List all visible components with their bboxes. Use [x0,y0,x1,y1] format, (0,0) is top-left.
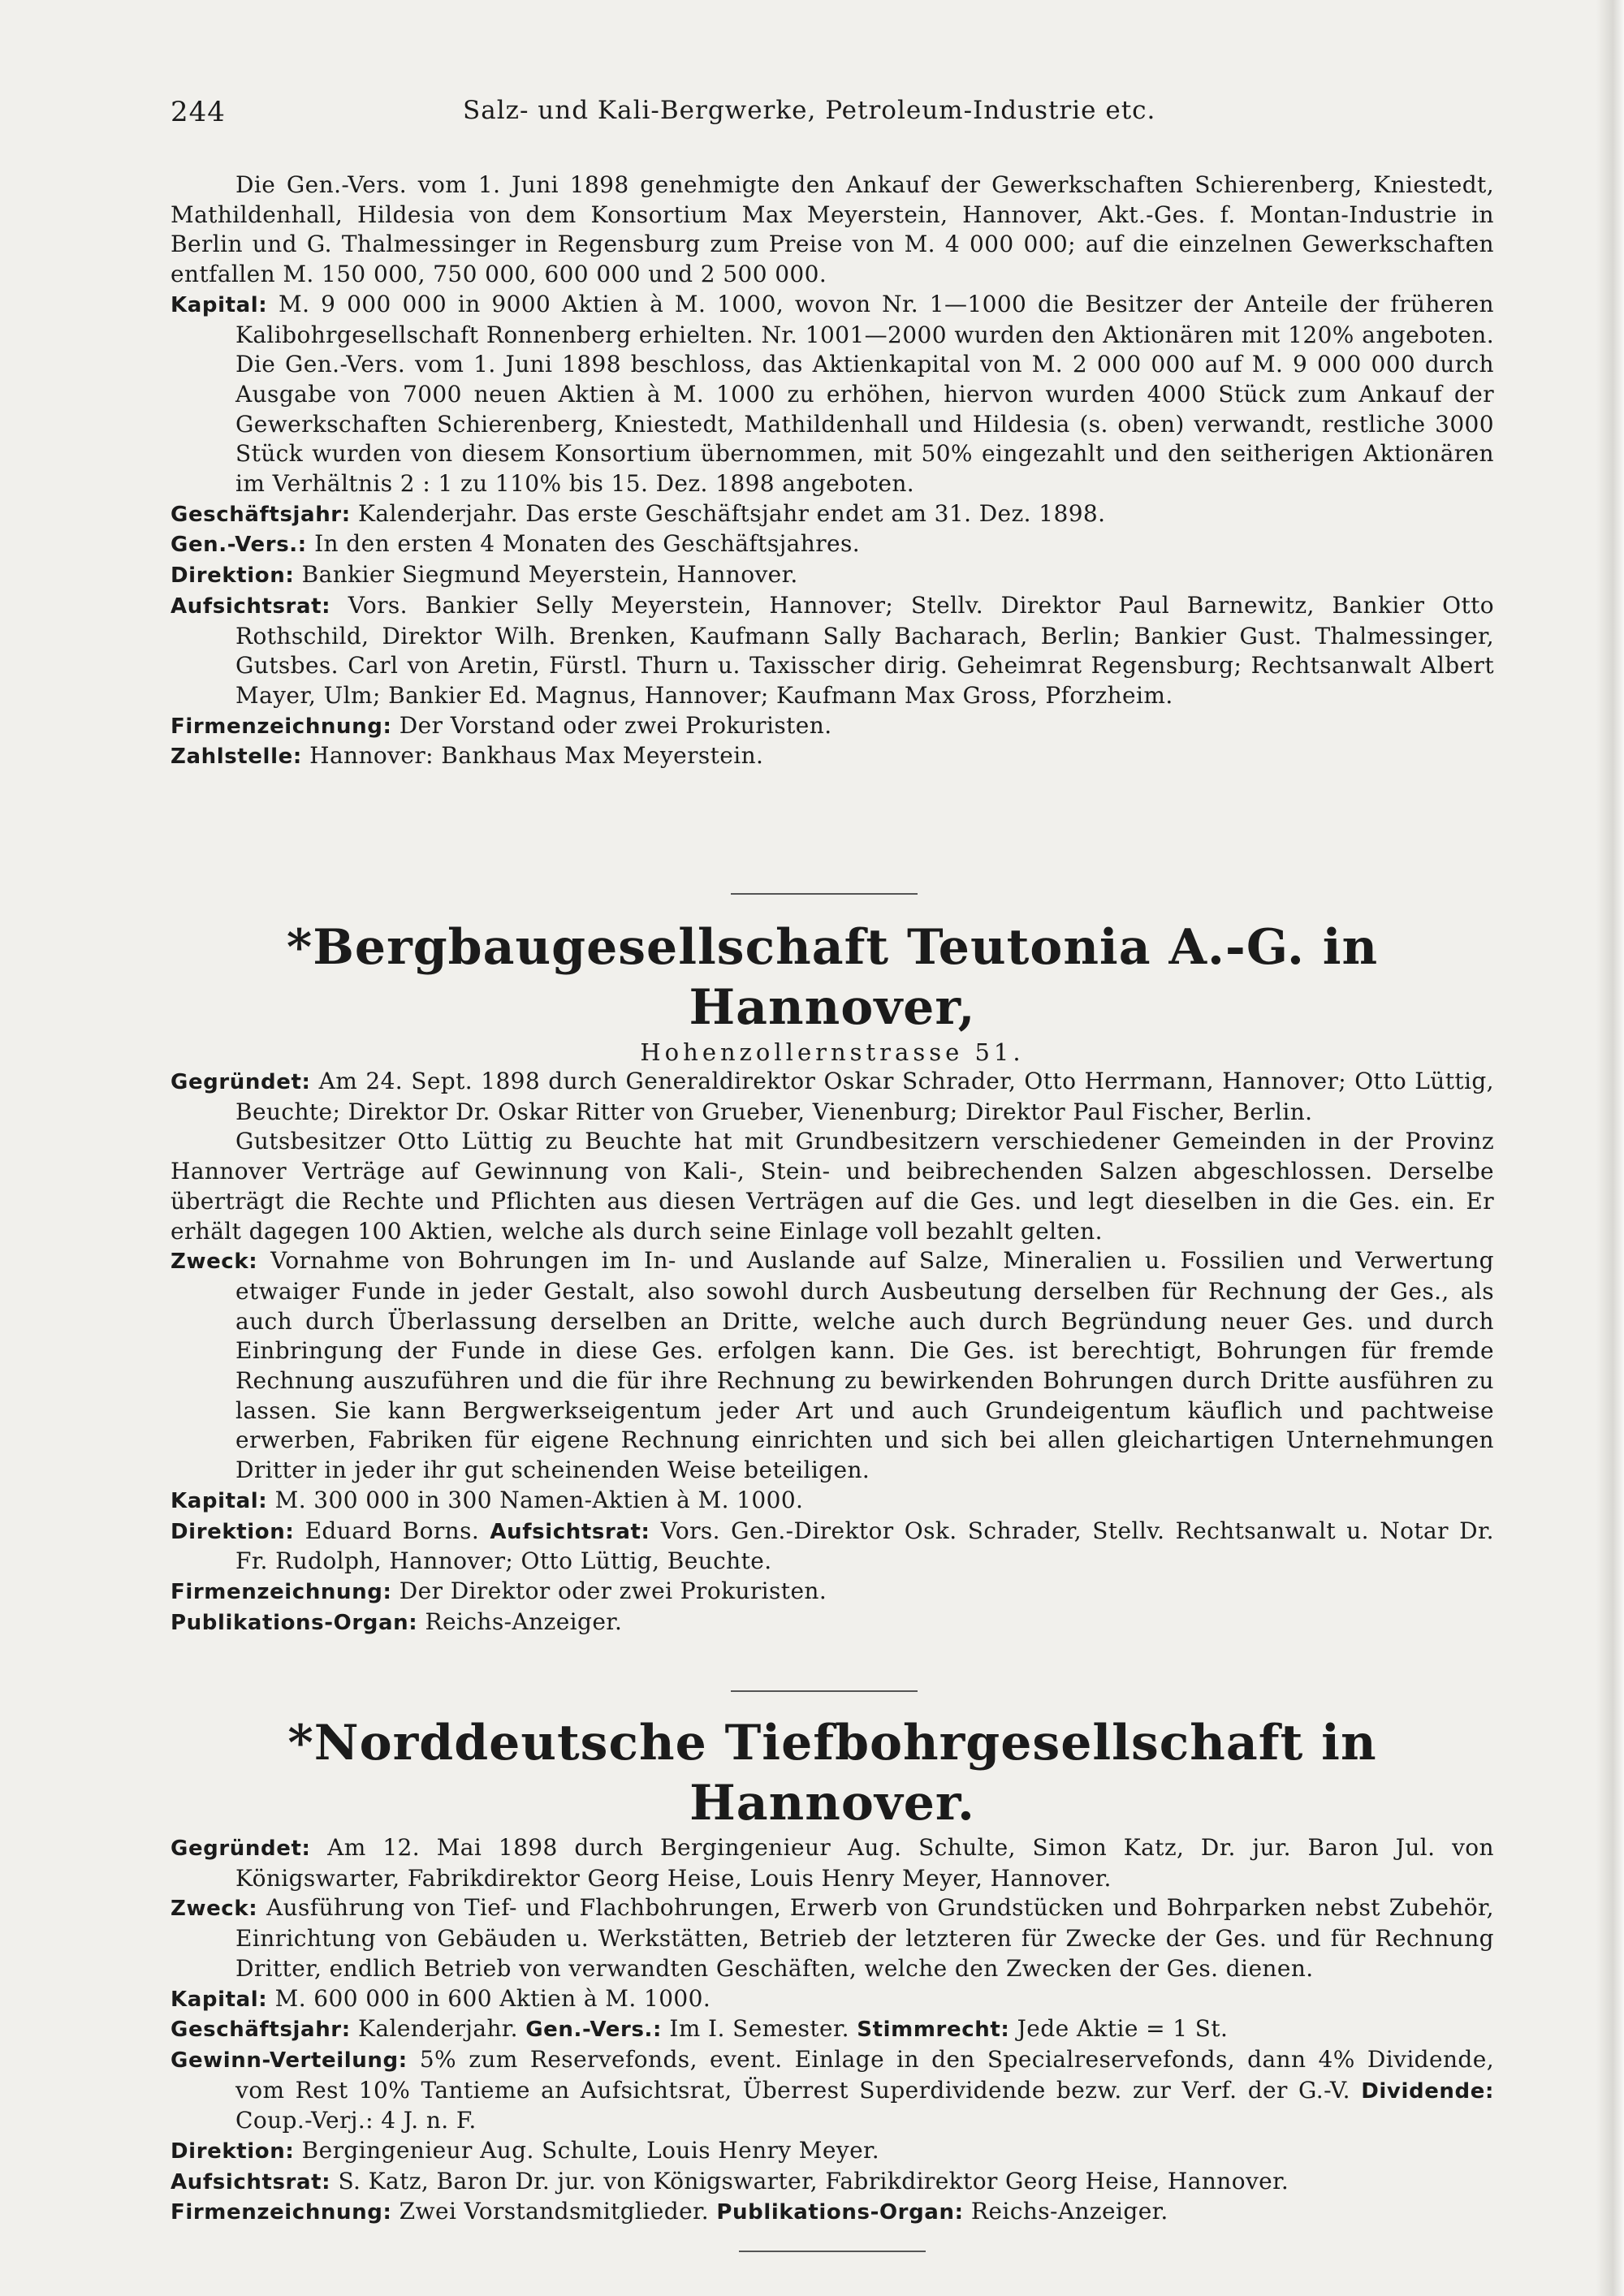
text-firmenzeichnung: Der Direktor oder zwei Prokuristen. [399,1577,827,1604]
text-stimmrecht: Jede Aktie = 1 St. [1017,2015,1229,2043]
section-kali-continued [171,170,1494,772]
text-firmenzeichnung: Zwei Vorstandsmitglieder. [399,2198,710,2225]
text-zahlstelle: Hannover: Bankhaus Max Meyerstein. [309,742,764,770]
company-address: Hohenzollernstrasse 51. [640,1038,1025,1066]
text-zweck: Ausführung von Tief- und Flachbohrungen, Erwerb von Grundstücken und Bohrparken nebst Zubehör, Einrichtung von Gebäuden u. Werkstätten, Betrieb der letzteren für Zwecke der Ges. und für Rechnung Dritter, endlich Betrieb von verwandten Geschäften, welche den Zwecken der Ges. dienen. [235,1894,1494,1982]
label-firmenzeichnung: Firmenzeichnung: [171,714,392,739]
page-number: 244 [171,96,226,128]
label-aufsichtsrat: Aufsichtsrat: [171,2169,331,2195]
label-zahlstelle: Zahlstelle: [171,744,302,770]
entry-publikation [171,1608,1494,1638]
label-zweck: Zweck: [171,1249,258,1275]
entry-direktion [171,560,1494,591]
text-direktion: Bergingenieur Aug. Schulte, Louis Henry Meyer. [301,2137,880,2164]
label-gegruendet: Gegründet: [171,1836,311,1861]
text-direktion: Bankier Siegmund Meyerstein, Hannover. [301,561,798,589]
label-gewinn: Gewinn-Verteilung: [171,2048,408,2073]
section-divider-2 [731,1690,918,1692]
entry-direktion-aufsichtsrat [171,1517,1494,1577]
entry-gegruendet [171,1067,1494,1127]
entry-gewinn-verteilung [171,2045,1494,2136]
text-publikation: Reichs-Anzeiger. [425,1608,623,1635]
company-title-norddeutsche: *Norddeutsche Tiefbohrgesellschaft in Hannover. [287,1715,1377,1832]
entry-zweck [171,1246,1494,1486]
intro-paragraph: Die Gen.-Vers. vom 1. Juni 1898 genehmigte den Ankauf der Gewerkschaften Schierenberg, Kniestedt, Mathildenhall, Hildesia von dem Konsortium Max Meyerstein, Hannover, Akt.-Ges. f. Montan-Industrie in Berlin und G. Thalmessinger in Regensburg zum Preise von M. 4 000 000; auf die einzelnen Gewerkschaften entfallen M. 150 000, 750 000, 600 000 und 2 500 000. [171,171,1494,288]
text-geschaeftsjahr: Kalenderjahr. Das erste Geschäftsjahr endet am 31. Dez. 1898. [358,499,1106,527]
section-teutonia [171,917,1494,1638]
label-kapital: Kapital: [171,1987,268,2012]
text-genvers: In den ersten 4 Monaten des Geschäftsjahres. [314,530,861,558]
entry-kapital [171,290,1494,499]
label-aufsichtsrat: Aufsichtsrat: [490,1519,650,1544]
text-direktion: Eduard Borns. [304,1517,480,1544]
text-aufsichtsrat: Vors. Gen.-Direktor Osk. Schrader, Stellv. Rechtsanwalt u. Notar Dr. Fr. Rudolph, Hannover; Otto Lüttig, Beuchte. [235,1517,1494,1575]
teutonia-paragraph: Gutsbesitzer Otto Lüttig zu Beuchte hat mit Grundbesitzern verschiedener Gemeinden in der Provinz Hannover Verträge auf Gewinnung von Kali-, Stein- und beibrechenden Salzen abgeschlossen. Derselbe überträgt die Rechte und Pflichten aus diesen Verträgen auf die Ges. und legt dieselben in die Ges. ein. Er erhält dagegen 100 Aktien, welche als durch seine Einlage voll bezahlt gelten. [171,1128,1494,1245]
section-norddeutsche [171,1713,1494,2252]
label-genvers: Gen.-Vers.: [525,2018,663,2043]
label-zweck: Zweck: [171,1897,258,1922]
text-kapital: M. 600 000 in 600 Aktien à M. 1000. [274,1984,711,2012]
entry-firmenzeichnung-publikation [171,2197,1494,2228]
entry-aufsichtsrat [171,591,1494,711]
section-divider-1 [731,893,918,895]
label-publikation: Publikations-Organ: [171,1610,418,1635]
running-title: Salz- und Kali-Bergwerke, Petroleum-Industrie etc. [463,96,1156,125]
page-edge-shadow [1596,0,1624,2296]
label-aufsichtsrat: Aufsichtsrat: [171,593,331,619]
entry-direktion [171,2136,1494,2167]
text-zweck: Vornahme von Bohrungen im In- und Auslande auf Salze, Mineralien u. Fossilien und Verwertung etwaiger Funde in jeder Gestalt, also sowohl durch Ausbeutung derselben für Rechnung der Ges., als auch durch Überlassung derselben an Dritte, welche auch durch Begründung neuer Ges. und durch Einbringung der Funde in diese Ges. erfolgen kann. Die Ges. ist berechtigt, Bohrungen für fremde Rechnung auszuführen und die für ihre Rechnung zu bewirkenden Bohrungen durch Dritte ausführen zu lassen. Sie kann Bergwerkseigentum jeder Art und auch Grundeigentum käuflich und pachtweise erwerben, Fabriken für eigene Rechnung einrichten und sich bei allen gleichartigen Unternehmungen Dritter in jeder ihr gut scheinenden Weise beteiligen. [235,1247,1494,1484]
label-kapital: Kapital: [171,1488,268,1513]
entry-firmenzeichnung [171,711,1494,742]
text-gewinn: 5% zum Reservefonds, event. Einlage in den Specialreservefonds, dann 4% Dividende, vom Rest 10% Tantieme an Aufsichtsrat, Überrest Superdividende bezw. zur Verf. der G.-V. [235,2045,1494,2104]
label-geschaeftsjahr: Geschäftsjahr: [171,502,351,527]
text-gegruendet: Am 24. Sept. 1898 durch Generaldirektor Oskar Schrader, Otto Herrmann, Hannover; Otto Lüttig, Beuchte; Direktor Dr. Oskar Ritter von Grueber, Vienenburg; Direktor Paul Fischer, Berlin. [235,1068,1494,1125]
entry-geschaeftsjahr [171,499,1494,530]
label-publikation: Publikations-Organ: [716,2200,964,2225]
entry-zahlstelle [171,741,1494,772]
label-dividende: Dividende: [1361,2078,1494,2104]
entry-geschaeftsjahr-genvers-stimmrecht [171,2014,1494,2045]
entry-firmenzeichnung [171,1577,1494,1608]
label-direktion: Direktion: [171,2139,295,2164]
text-kapital: M. 9 000 000 in 9000 Aktien à M. 1000, wovon Nr. 1—1000 die Besitzer der Anteile der früheren Kalibohrgesellschaft Ronnenberg erhielten. Nr. 1001—2000 wurden den Aktionären mit 120% angeboten. Die Gen.-Vers. vom 1. Juni 1898 beschloss, das Aktienkapital von M. 2 000 000 auf M. 9 000 000 durch Ausgabe von 7000 neuen Aktien à M. 1000 zu erhöhen, hiervon wurden 4000 Stück zum Ankauf der Gewerkschaften Schierenberg, Kniestedt, Mathildenhall und Hildesia (s. oben) verwandt, restliche 3000 Stück wurden von diesem Konsortium übernommen, mit 50% eingezahlt und den seitherigen Aktionären im Verhältnis 2 : 1 zu 110% bis 15. Dez. 1898 angeboten. [235,290,1494,498]
entry-kapital [171,1984,1494,2015]
label-firmenzeichnung: Firmenzeichnung: [171,2200,392,2225]
text-gegruendet: Am 12. Mai 1898 durch Bergingenieur Aug. Schulte, Simon Katz, Dr. jur. Baron Jul. von Königswarter, Fabrikdirektor Georg Heise, Louis Henry Meyer, Hannover. [235,1834,1494,1892]
text-aufsichtsrat: S. Katz, Baron Dr. jur. von Königswarter, Fabrikdirektor Georg Heise, Hannover. [338,2167,1289,2195]
text-kapital: M. 300 000 in 300 Namen-Aktien à M. 1000. [274,1486,804,1513]
label-kapital: Kapital: [171,292,268,317]
label-genvers: Gen.-Vers.: [171,533,307,558]
text-firmenzeichnung: Der Vorstand oder zwei Prokuristen. [399,711,832,739]
label-stimmrecht: Stimmrecht: [857,2018,1010,2043]
text-geschaeftsjahr: Kalenderjahr. [358,2015,518,2043]
entry-aufsichtsrat [171,2167,1494,2198]
entry-zweck [171,1893,1494,1983]
entry-kapital [171,1486,1494,1517]
label-direktion: Direktion: [171,1519,295,1544]
text-aufsichtsrat: Vors. Bankier Selly Meyerstein, Hannover; Stellv. Direktor Paul Barnewitz, Bankier Otto Rothschild, Direktor Wilh. Brenken, Kaufmann Sally Bacharach, Berlin; Bankier Gust. Thalmessinger, Gutsbes. Carl von Aretin, Fürstl. Thurn u. Taxisscher dirig. Geheimrat Regensburg; Rechtsanwalt Albert Mayer, Ulm; Bankier Ed. Magnus, Hannover; Kaufmann Max Gross, Pforzheim. [235,591,1495,709]
entry-gegruendet [171,1833,1494,1893]
page-header [171,96,1494,136]
text-genvers: Im I. Semester. [669,2015,849,2043]
text-publikation: Reichs-Anzeiger. [970,2198,1168,2225]
label-firmenzeichnung: Firmenzeichnung: [171,1579,392,1604]
company-title-teutonia: *Bergbaugesellschaft Teutonia A.-G. in Hannover, [286,919,1379,1036]
text-dividende: Coup.-Verj.: 4 J. n. F. [235,2107,477,2134]
label-gegruendet: Gegründet: [171,1070,311,1094]
section-divider-3 [739,2251,926,2252]
label-direktion: Direktion: [171,563,295,589]
entry-genvers [171,529,1494,560]
label-geschaeftsjahr: Geschäftsjahr: [171,2018,351,2043]
